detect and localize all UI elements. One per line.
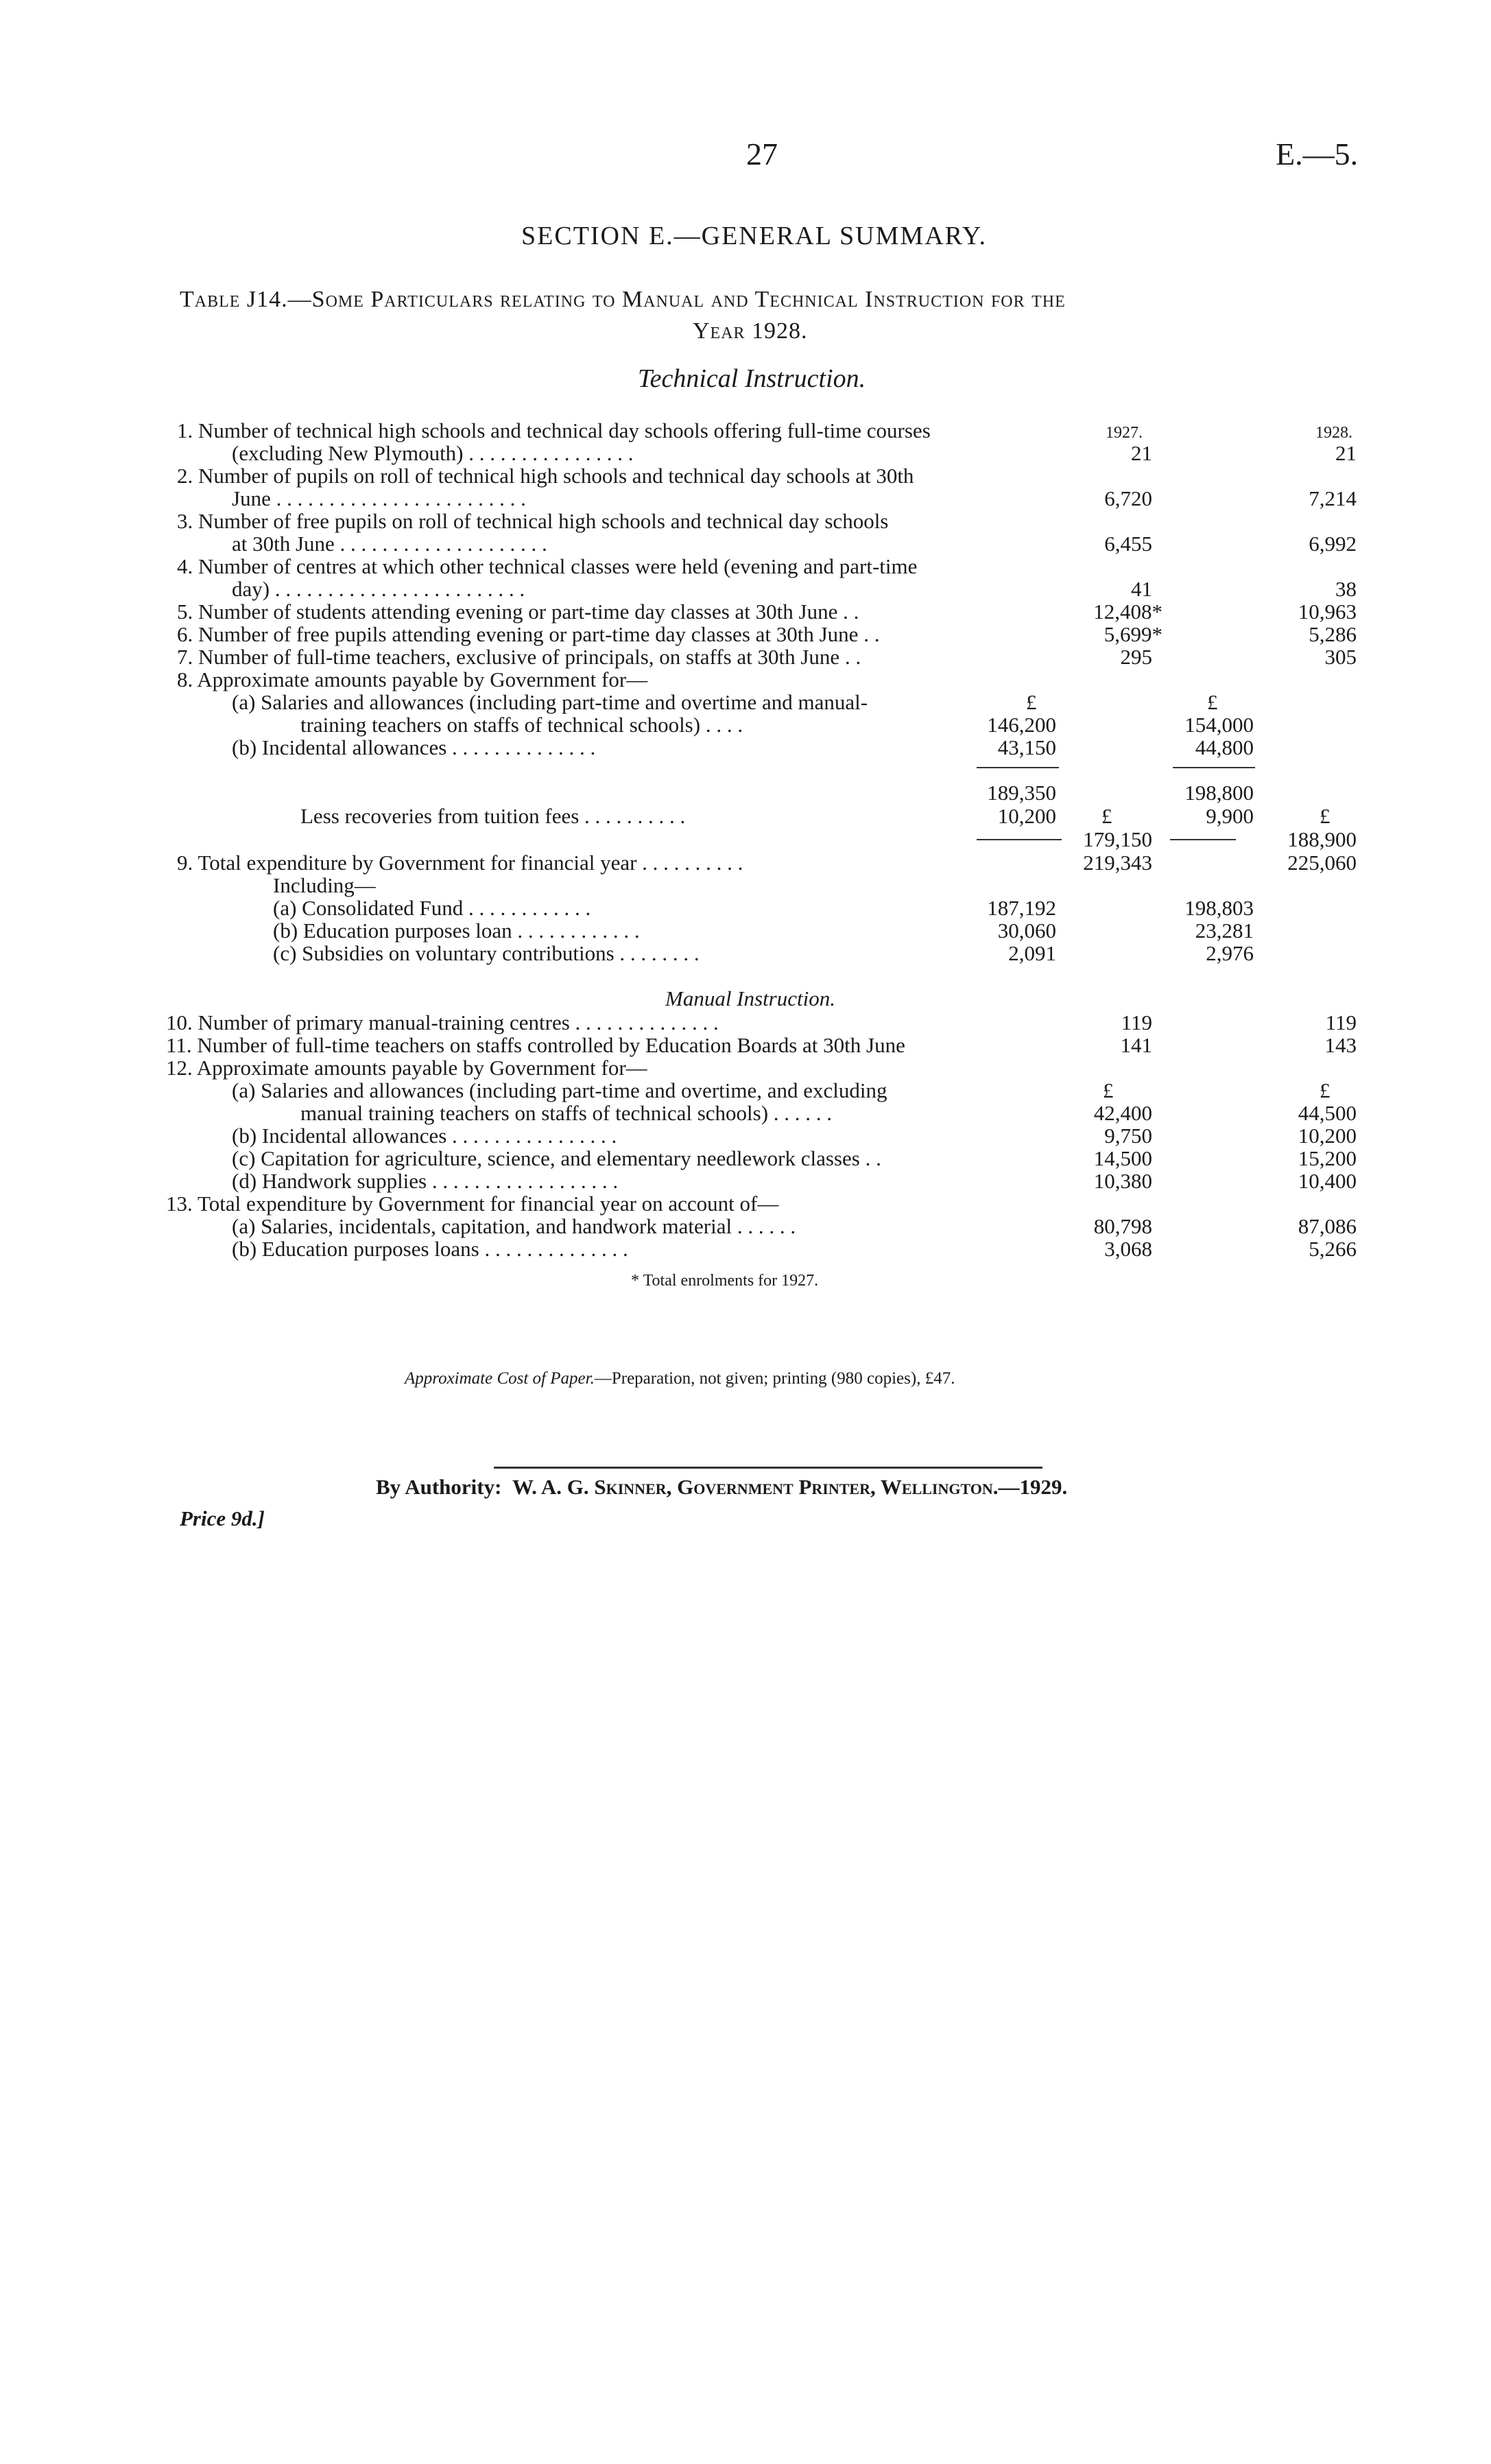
- section-title: SECTION E.—GENERAL SUMMARY.: [521, 222, 987, 250]
- row-9b-value-1928: 23,281: [1195, 919, 1254, 943]
- net-rule-1928: [1170, 839, 1236, 840]
- technical-heading: Technical Instruction.: [638, 364, 866, 393]
- row-5-value-1927: 12,408*: [1093, 600, 1162, 624]
- row-10-value-1928: 119: [1325, 1010, 1357, 1034]
- row-12a-value-1927: 42,400: [1093, 1101, 1152, 1125]
- row-7-label: 7. Number of full-time teachers, exclusive of principals, on staffs at 30th June . .: [177, 645, 861, 669]
- row-13-label: 13. Total expenditure by Government for financial year on account of—: [166, 1192, 779, 1216]
- row-7-value-1927: 295: [1120, 645, 1152, 669]
- authority-line: [376, 1475, 1067, 1500]
- row-13a-value-1927: 80,798: [1093, 1214, 1152, 1238]
- pound-sign-1927-net: £: [1101, 804, 1112, 828]
- row-10-value-1927: 119: [1121, 1010, 1152, 1034]
- row-8a-value-1928: 154,000: [1184, 713, 1254, 737]
- cost-text: —Preparation, not given; printing (980 copies), £47.: [594, 1369, 955, 1388]
- row-6-label: 6. Number of free pupils attending evening or part-time day classes at 30th June . .: [177, 622, 880, 646]
- row-8-less-recoveries-1927: 10,200: [997, 804, 1056, 828]
- row-11-value-1927: 141: [1120, 1033, 1152, 1057]
- row-13a-value-1928: 87,086: [1298, 1214, 1357, 1238]
- table-title-line-2: Year 1928.: [693, 318, 808, 344]
- row-13b-label: (b) Education purposes loans . . . . . . . . . . . . . .: [232, 1237, 628, 1261]
- row-13b-value-1928: 5,266: [1309, 1237, 1357, 1261]
- price: Price 9d.]: [180, 1506, 265, 1530]
- row-6-value-1928: 5,286: [1309, 622, 1357, 646]
- row-7-value-1928: 305: [1324, 645, 1357, 669]
- page-number: 27: [746, 137, 778, 171]
- row-9-value-1928: 225,060: [1287, 851, 1357, 875]
- row-12a-label-b: manual training teachers on staffs of technical schools) . . . . . .: [300, 1101, 833, 1125]
- row-13b-value-1927: 3,068: [1104, 1237, 1152, 1261]
- row-1-value-1928: 21: [1335, 441, 1357, 465]
- row-2-label-b: June . . . . . . . . . . . . . . . . . . . . . . . .: [232, 486, 526, 510]
- row-12d-value-1928: 10,400: [1298, 1169, 1357, 1193]
- row-5-value-1928: 10,963: [1298, 600, 1357, 624]
- row-12c-value-1927: 14,500: [1093, 1146, 1152, 1170]
- row-12-label: 12. Approximate amounts payable by Government for—: [166, 1056, 647, 1080]
- authority-rule: [494, 1467, 1042, 1469]
- document-code: E.—5.: [1276, 137, 1359, 171]
- including-label: Including—: [273, 873, 376, 897]
- row-9-value-1927: 219,343: [1083, 851, 1152, 875]
- row-4-value-1927: 41: [1131, 577, 1152, 601]
- row-4-value-1928: 38: [1335, 577, 1357, 601]
- row-12d-value-1927: 10,380: [1093, 1169, 1152, 1193]
- footnote: * Total enrolments for 1927.: [631, 1272, 819, 1290]
- row-12a-label-a: (a) Salaries and allowances (including part-time and overtime, and excluding: [232, 1078, 887, 1102]
- row-8-less-recoveries-label: Less recoveries from tuition fees . . . . . . . . . .: [300, 804, 686, 828]
- row-3-value-1927: 6,455: [1104, 532, 1152, 556]
- row-8b-label: (b) Incidental allowances . . . . . . . . . . . . . .: [232, 735, 596, 759]
- row-12c-label: (c) Capitation for agriculture, science, and elementary needlework classes . .: [232, 1146, 881, 1170]
- row-8-less-recoveries-1928: 9,900: [1206, 804, 1254, 828]
- row-6-value-1927: 5,699*: [1104, 622, 1162, 646]
- row-12b-label: (b) Incidental allowances . . . . . . . . . . . . . . . .: [232, 1124, 617, 1148]
- row-3-label-b: at 30th June . . . . . . . . . . . . . . . . . . . .: [232, 532, 547, 556]
- row-8-net-1927: 179,150: [1083, 827, 1152, 851]
- row-9-label: 9. Total expenditure by Government for financial year . . . . . . . . . .: [177, 851, 743, 875]
- pound-sign-1927-sub: £: [1026, 690, 1037, 714]
- row-12b-value-1928: 10,200: [1298, 1124, 1357, 1148]
- authority-text: W. A. G. Skinner, Government Printer, Wellington.—1929.: [512, 1475, 1068, 1499]
- row-2-label-a: 2. Number of pupils on roll of technical high schools and technical day schools at 30th: [177, 464, 914, 488]
- row-9b-value-1927: 30,060: [997, 919, 1056, 943]
- row-8-label: 8. Approximate amounts payable by Government for—: [177, 667, 648, 691]
- row-9a-value-1927: 187,192: [987, 896, 1056, 920]
- row-12a-value-1928: 44,500: [1298, 1101, 1357, 1125]
- row-5-label: 5. Number of students attending evening or part-time day classes at 30th June . .: [177, 600, 859, 624]
- year-1928-heading: 1928.: [1315, 424, 1352, 442]
- row-9b-label: (b) Education purposes loan . . . . . . . . . . . .: [273, 919, 640, 943]
- cost-label: Approximate Cost of Paper.: [405, 1369, 595, 1388]
- subtotal-rule-1928: [1173, 767, 1255, 768]
- row-10-label: 10. Number of primary manual-training centres . . . . . . . . . . . . . .: [166, 1010, 719, 1034]
- row-2-value-1928: 7,214: [1309, 486, 1357, 510]
- row-11-label: 11. Number of full-time teachers on staffs controlled by Education Boards at 30th June: [166, 1033, 905, 1057]
- row-11-value-1928: 143: [1324, 1033, 1357, 1057]
- cost-of-paper-note: [405, 1369, 955, 1388]
- table-title-line-1: Table J14.—Some Particulars relating to Manual and Technical Instruction for the: [180, 287, 1066, 312]
- year-1927-heading: 1927.: [1106, 424, 1143, 442]
- row-1-value-1927: 21: [1131, 441, 1152, 465]
- row-8a-value-1927: 146,200: [987, 713, 1056, 737]
- row-2-value-1927: 6,720: [1104, 486, 1152, 510]
- row-12c-value-1928: 15,200: [1298, 1146, 1357, 1170]
- row-3-label-a: 3. Number of free pupils on roll of technical high schools and technical day schools: [177, 509, 889, 533]
- row-9a-value-1928: 198,803: [1184, 896, 1254, 920]
- row-8a-label-b: training teachers on staffs of technical schools) . . . .: [300, 713, 743, 737]
- pound-sign-1928-net: £: [1320, 804, 1331, 828]
- row-8-subtotal-1927: 189,350: [987, 781, 1056, 805]
- authority-label: By Authority:: [376, 1475, 502, 1499]
- row-4-label-b: day) . . . . . . . . . . . . . . . . . . . . . . . .: [232, 577, 525, 601]
- row-1-label-a: 1. Number of technical high schools and technical day schools offering full-time courses: [177, 418, 931, 442]
- subtotal-rule-1927: [977, 767, 1059, 768]
- pound-sign-1928-manual: £: [1320, 1078, 1331, 1102]
- row-13a-label: (a) Salaries, incidentals, capitation, and handwork material . . . . . .: [232, 1214, 796, 1238]
- row-9a-label: (a) Consolidated Fund . . . . . . . . . . . .: [273, 896, 591, 920]
- row-9c-value-1927: 2,091: [1008, 941, 1056, 965]
- pound-sign-1928-sub: £: [1207, 690, 1218, 714]
- row-4-label-a: 4. Number of centres at which other technical classes were held (evening and part-time: [177, 554, 918, 578]
- row-8-net-1928: 188,900: [1287, 827, 1357, 851]
- row-8b-value-1927: 43,150: [997, 735, 1056, 759]
- row-9c-label: (c) Subsidies on voluntary contributions . . . . . . . .: [273, 941, 700, 965]
- pound-sign-1927-manual: £: [1103, 1078, 1114, 1102]
- manual-heading: Manual Instruction.: [665, 986, 835, 1010]
- row-3-value-1928: 6,992: [1309, 532, 1357, 556]
- row-12d-label: (d) Handwork supplies . . . . . . . . . . . . . . . . . .: [232, 1169, 619, 1193]
- row-12b-value-1927: 9,750: [1104, 1124, 1152, 1148]
- row-8a-label-a: (a) Salaries and allowances (including part-time and overtime and manual-: [232, 690, 868, 714]
- row-9c-value-1928: 2,976: [1206, 941, 1254, 965]
- row-8-subtotal-1928: 198,800: [1184, 781, 1254, 805]
- net-rule-1927: [977, 839, 1062, 840]
- row-8b-value-1928: 44,800: [1195, 735, 1254, 759]
- row-1-label-b: (excluding New Plymouth) . . . . . . . . . . . . . . . .: [232, 441, 634, 465]
